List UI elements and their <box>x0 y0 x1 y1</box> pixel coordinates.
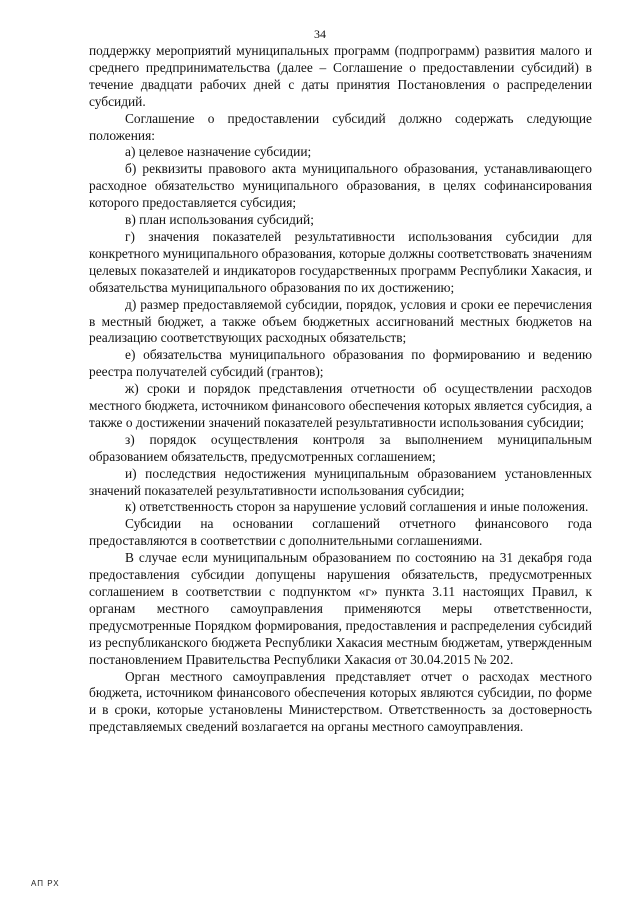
list-item-k: к) ответственность сторон за нарушение условий соглашения и иные положения. <box>125 499 589 515</box>
paragraph-report: Орган местного самоуправления представляет отчет о расходах местного бюджета, источником финансового обеспечения которых являются субсидии, по форме и в сроки, которые установлены Министерством. Ответственность за достоверность представляемых сведений возлагается на органы местного самоуправления. <box>89 668 592 735</box>
paragraph-agreement-intro: Соглашение о предоставлении субсидий должно содержать следующие положения: <box>89 110 592 143</box>
list-item-z: з) порядок осуществления контроля за выполнением муниципальным образованием обязательств, предусмотренных соглашением; <box>89 431 592 464</box>
paragraph-violations: В случае если муниципальным образованием по состоянию на 31 декабря года предоставления субсидии допущены нарушения обязательств, предусмотренных соглашением в соответствии с подпунктом «г» пункта 3.11 настоящих Правил, к органам местного самоуправления применяются меры ответственности, предусмотренные Порядком формирования, предоставления и распределения субсидий из республиканского бюджета Республики Хакасия местным бюджетам, утвержденным постановлением Правительства Республики Хакасия от 30.04.2015 № 202. <box>89 550 592 667</box>
list-item-g: г) значения показателей результативности использования субсидии для конкретного муниципального образования, которые должны соответствовать значениям целевых показателей и индикаторов государственных программ Республики Хакасия, и обязательства муниципального образования по их достижению; <box>89 228 592 295</box>
paragraph-subsidies: Субсидии на основании соглашений отчетного финансового года предоставляются в соответствии с дополнительными соглашениями. <box>89 516 592 549</box>
list-item-a: а) целевое назначение субсидии; <box>125 144 312 160</box>
list-item-d: д) размер предоставляемой субсидии, порядок, условия и сроки ее перечисления в местный бюджет, а также объем бюджетных ассигнований местных бюджетов на реализацию соответствующих расходных обязательств; <box>89 296 592 346</box>
list-item-zh: ж) сроки и порядок представления отчетности об осуществлении расходов местного бюджета, источником финансового обеспечения которых является субсидия, а также о достижении значений показателей результативности использования субсидии; <box>89 381 592 430</box>
page-number: 34 <box>314 27 326 41</box>
list-item-b: б) реквизиты правового акта муниципального образования, устанавливающего расходное обязательство муниципального образования, в целях софинансирования которого предоставляется субсидия; <box>89 161 592 211</box>
document-body <box>89 43 592 736</box>
footer-mark: АП РХ <box>31 879 60 888</box>
list-item-e: е) обязательства муниципального образования по формированию и ведению реестра получателей субсидий (грантов); <box>89 347 592 380</box>
list-item-v: в) план использования субсидий; <box>125 212 314 228</box>
list-item-i: и) последствия недостижения муниципальным образованием установленных значений показателей результативности использования субсидии; <box>89 465 592 498</box>
paragraph-continuation: поддержку мероприятий муниципальных программ (подпрограмм) развития малого и среднего предпринимательства (далее – Соглашение о предоставлении субсидий) в течение двадцати рабочих дней с даты принятия Постановления о распределении субсидий. <box>89 43 592 109</box>
